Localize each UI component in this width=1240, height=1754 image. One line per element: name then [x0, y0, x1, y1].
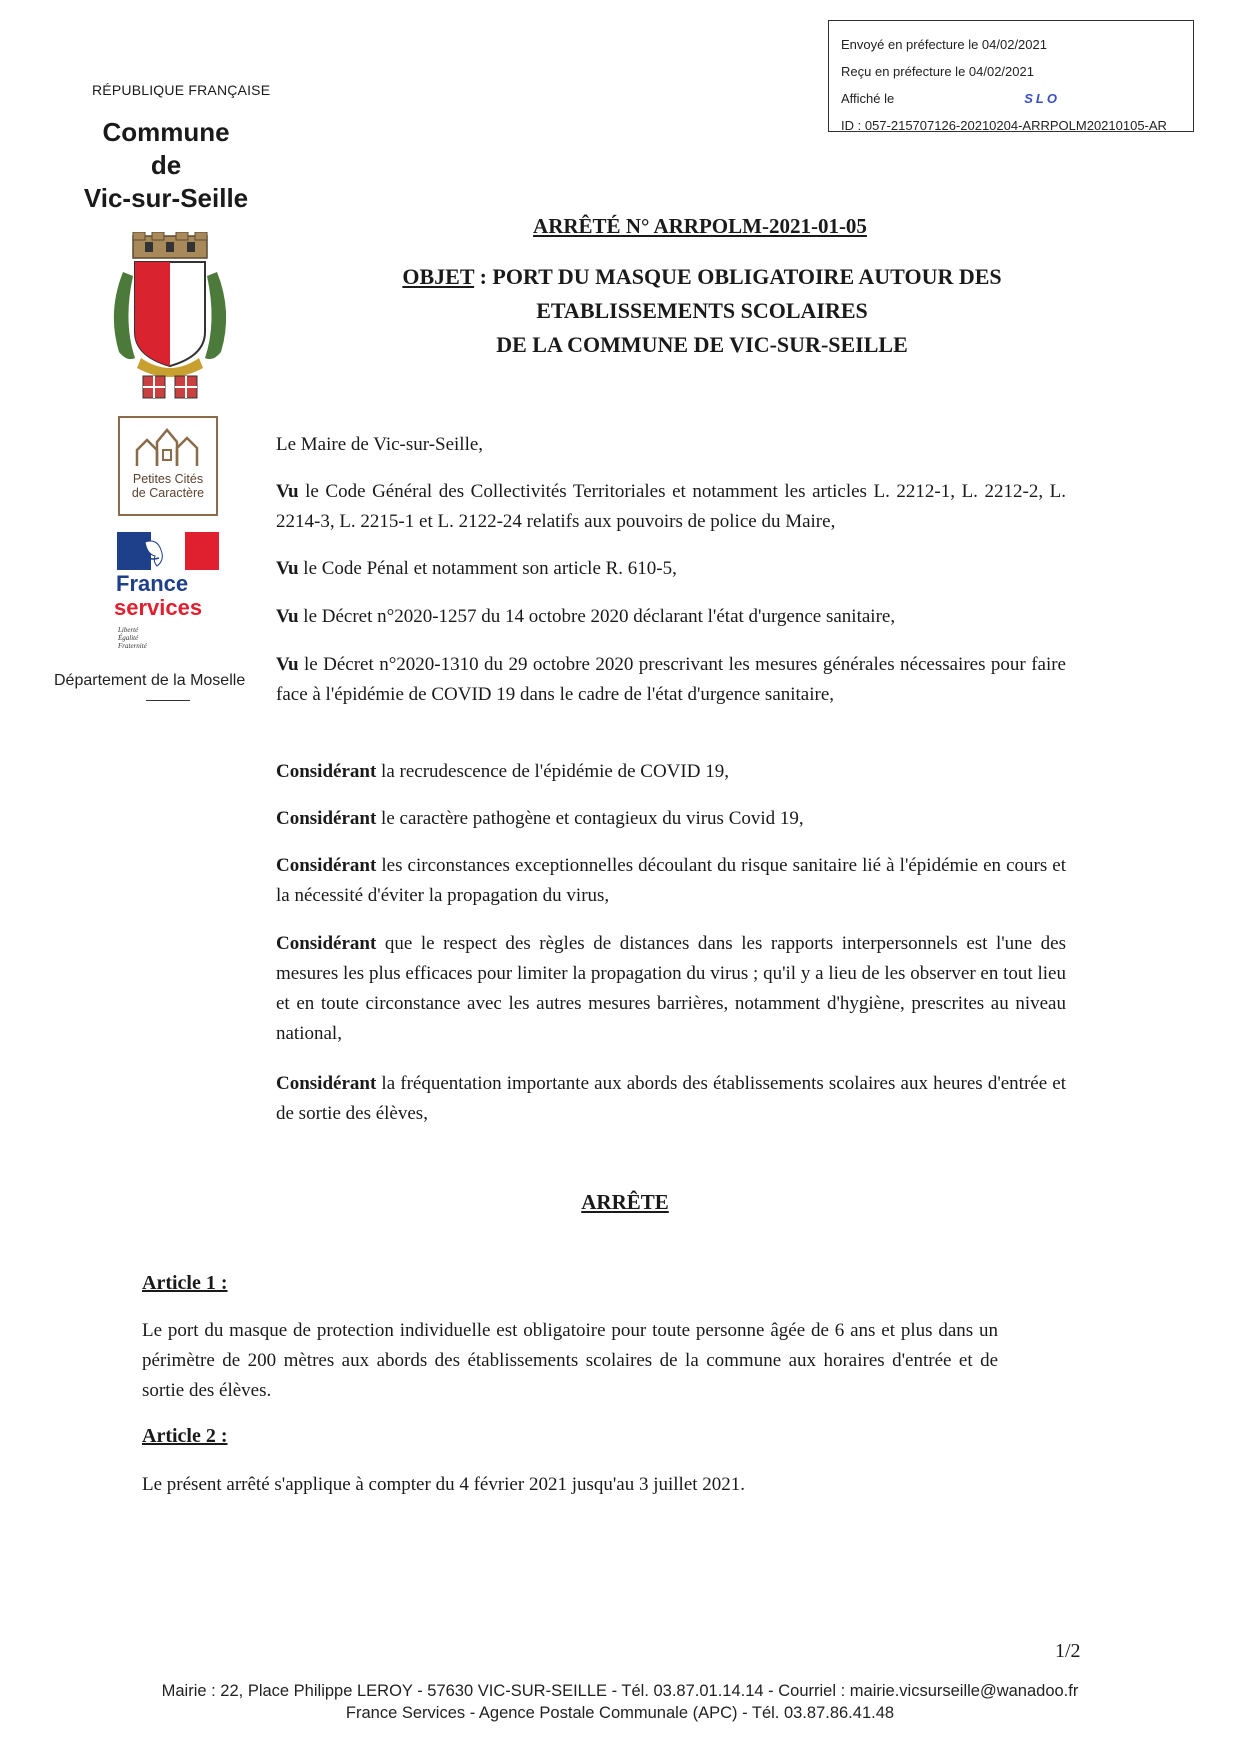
objet-line-2: ETABLISSEMENTS SCOLAIRES — [536, 298, 868, 323]
intro-paragraph: Le Maire de Vic-sur-Seille, — [276, 434, 484, 455]
coat-of-arms-icon — [105, 232, 235, 400]
considerant-paragraph-2: Considérant le caractère pathogène et contagieux du virus Covid 19, — [276, 808, 804, 829]
marianne-flag-icon — [117, 532, 219, 570]
france-services-subtitle: services — [114, 595, 203, 620]
vu-paragraph-2: Vu le Code Pénal et notamment son article R. 610-5, — [276, 558, 677, 579]
considerant-paragraph-4: Considérant que le respect des règles de distances dans les rapports interpersonnels est l'une des mesures les plus efficaces pour limiter la propagation du virus ; qu'il y a lieu de les observer en tout lieu et en toute circonstance avec les autres mesures barrières, notamment d'hygiène, prescrites au niveau national, — [276, 933, 1066, 1044]
pcc-label-2: de Caractère — [131, 486, 205, 500]
republique-francaise-label: RÉPUBLIQUE FRANÇAISE — [92, 82, 271, 98]
republic-motto — [118, 626, 147, 650]
motto-fraternite: Fraternité — [118, 642, 147, 650]
commune-line-1: Commune — [102, 117, 230, 147]
pcc-label-1: Petites Cités — [132, 472, 204, 486]
objet-line-1: : PORT DU MASQUE OBLIGATOIRE AUTOUR DES — [474, 264, 1002, 289]
vu-paragraph-3: Vu le Décret n°2020-1257 du 14 octobre 2020 déclarant l'état d'urgence sanitaire, — [276, 606, 896, 627]
objet-label: OBJET — [402, 264, 475, 289]
petites-cites-de-caractere-logo — [118, 416, 218, 516]
divider — [146, 700, 190, 701]
footer — [60, 1680, 1180, 1724]
footer-line-1: Mairie : 22, Place Philippe LEROY - 57630 VIC-SUR-SEILLE - Tél. 03.87.01.14.14 - Courriel : mairie.vicsurseille@wanadoo.fr — [161, 1682, 1079, 1700]
footer-line-2: France Services - Agence Postale Communale (APC) - Tél. 03.87.86.41.48 — [345, 1704, 895, 1722]
stamp-received: Reçu en préfecture le 04/02/2021 — [841, 64, 1034, 79]
stamp-posted-label: Affiché le — [841, 91, 895, 106]
vu-paragraph-4: Vu le Décret n°2020-1310 du 29 octobre 2020 prescrivant les mesures générales nécessaires pour faire face à l'épidémie de COVID 19 dans le cadre de l'état d'urgence sanitaire, — [276, 654, 1066, 705]
objet-line-3: DE LA COMMUNE DE VIC-SUR-SEILLE — [496, 332, 908, 357]
article-1-body: Le port du masque de protection individuelle est obligatoire pour toute personne âgée de 6 ans et plus dans un périmètre de 200 mètres aux abords des établissements scolaires de la commune aux horaires d'entrée et de sortie des élèves. — [142, 1320, 998, 1401]
prefecture-stamp — [828, 20, 1194, 132]
stamp-id: ID : 057-215707126-20210204-ARRPOLM20210105-AR — [841, 118, 1167, 133]
considerant-paragraph-1: Considérant la recrudescence de l'épidémie de COVID 19, — [276, 761, 729, 782]
motto-egalite: Égalité — [118, 634, 139, 642]
village-icon — [133, 426, 203, 470]
objet-title — [340, 260, 1064, 362]
commune-name — [60, 116, 272, 215]
stamp-signature-image: SLO — [1024, 91, 1060, 106]
stamp-posted — [841, 85, 1181, 112]
departement-label: Département de la Moselle — [54, 672, 246, 689]
considerant-paragraph-5: Considérant la fréquentation importante aux abords des établissements scolaires aux heures d'entrée et de sortie des élèves, — [276, 1073, 1066, 1124]
stamp-sent: Envoyé en préfecture le 04/02/2021 — [841, 37, 1047, 52]
article-2-body: Le présent arrêté s'applique à compter du 4 février 2021 jusqu'au 3 juillet 2021. — [142, 1474, 746, 1495]
commune-line-2: de — [150, 150, 182, 180]
commune-line-3: Vic-sur-Seille — [83, 183, 249, 213]
vu-paragraph-1: Vu le Code Général des Collectivités Territoriales et notamment les articles L. 2212-1, L. 2212-2, L. 2214-3, L. 2215-1 et L. 2122-24 relatifs aux pouvoirs de police du Maire, — [276, 481, 1066, 532]
page-number: 1/2 — [1055, 1640, 1081, 1662]
article-2-heading: Article 2 : — [142, 1425, 228, 1447]
motto-liberte: Liberté — [118, 626, 139, 634]
arrete-number-title: ARRÊTÉ N° ARRPOLM-2021-01-05 — [533, 214, 867, 238]
arrete-heading: ARRÊTE — [581, 1190, 669, 1214]
france-services-title: France — [116, 571, 189, 596]
considerant-paragraph-3: Considérant les circonstances exceptionnelles découlant du risque sanitaire lié à l'épidémie en cours et la nécessité d'éviter la propagation du virus, — [276, 855, 1066, 906]
article-1-heading: Article 1 : — [142, 1272, 228, 1294]
